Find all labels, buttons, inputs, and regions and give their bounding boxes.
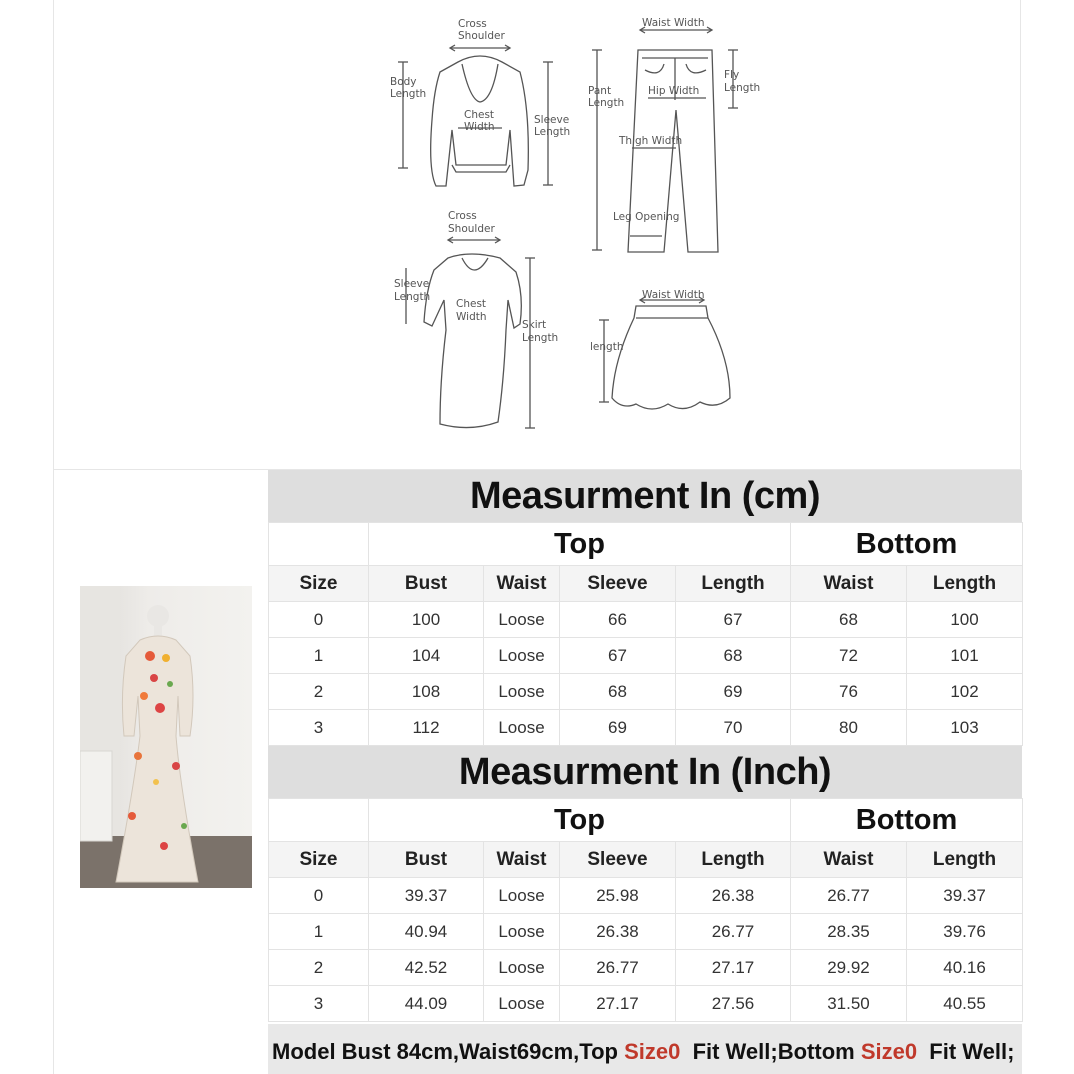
label-dress-sleeve-2: Length	[394, 291, 431, 303]
table-cell: 28.35	[791, 914, 907, 950]
table-cell: Loose	[484, 878, 560, 914]
label-dress-chest-1: Chest	[456, 298, 487, 310]
cm-table-title: Measurment In (cm)	[268, 470, 1022, 522]
table-header: Length	[676, 566, 791, 602]
inch-header-row	[269, 842, 1023, 878]
table-cell: 70	[676, 710, 791, 746]
table-header: Waist	[791, 566, 907, 602]
table-cell: 2	[269, 674, 369, 710]
label-dress-sleeve-1: Sleeve	[394, 278, 430, 290]
label-skirt-length: length	[590, 341, 624, 353]
table-cell: 68	[791, 602, 907, 638]
inch-group-row	[269, 799, 1023, 842]
table-cell: 40.16	[907, 950, 1023, 986]
dress-sketch	[406, 237, 535, 428]
table-cell: 80	[791, 710, 907, 746]
table-cell: 100	[369, 602, 484, 638]
inch-table-title: Measurment In (Inch)	[268, 746, 1022, 798]
label-dress-cross-shoulder-2: Shoulder	[448, 223, 495, 235]
table-header: Size	[269, 566, 369, 602]
label-top-sleeve-2: Length	[534, 126, 571, 138]
inch-group-bottom: Bottom	[791, 799, 1023, 842]
label-skirt-length-2: Length	[522, 332, 559, 344]
table-cell: Loose	[484, 986, 560, 1022]
table-cell: 112	[369, 710, 484, 746]
label-top-chest-2: Width	[464, 121, 495, 133]
table-row	[269, 674, 1023, 710]
table-cell: 100	[907, 602, 1023, 638]
table-row	[269, 710, 1023, 746]
table-header: Length	[907, 842, 1023, 878]
fit-note-size-top: Size0	[624, 1039, 681, 1064]
fit-note-text-2: Fit Well;Bottom	[680, 1039, 861, 1064]
cm-size-table	[268, 522, 1023, 746]
label-fly-length-1: Fly	[724, 69, 740, 81]
table-row	[269, 602, 1023, 638]
table-cell: 26.38	[560, 914, 676, 950]
table-cell: 26.77	[791, 878, 907, 914]
table-cell: 68	[676, 638, 791, 674]
label-body-length-2: Length	[390, 88, 427, 100]
table-header: Length	[676, 842, 791, 878]
inch-group-top: Top	[369, 799, 791, 842]
table-row	[269, 950, 1023, 986]
label-leg-opening: Leg Opening	[613, 211, 680, 223]
table-cell: 1	[269, 914, 369, 950]
table-header: Sleeve	[560, 566, 676, 602]
table-header: Waist	[484, 566, 560, 602]
table-header: Sleeve	[560, 842, 676, 878]
table-cell: 3	[269, 710, 369, 746]
table-cell: 27.17	[676, 950, 791, 986]
table-header: Length	[907, 566, 1023, 602]
cm-group-row	[269, 523, 1023, 566]
table-row	[269, 986, 1023, 1022]
table-cell: Loose	[484, 950, 560, 986]
table-cell: 27.56	[676, 986, 791, 1022]
table-cell: 103	[907, 710, 1023, 746]
label-skirt-waist-width: Waist Width	[642, 289, 705, 301]
table-cell: 2	[269, 950, 369, 986]
table-cell: 29.92	[791, 950, 907, 986]
label-dress-cross-shoulder-1: Cross	[448, 210, 477, 222]
cm-group-top: Top	[369, 523, 791, 566]
label-hip-width: Hip Width	[648, 85, 700, 97]
table-cell: 104	[369, 638, 484, 674]
table-cell: 39.37	[907, 878, 1023, 914]
label-pant-length-1: Pant	[588, 85, 612, 97]
table-cell: 27.17	[560, 986, 676, 1022]
fit-note-size-bottom: Size0	[860, 1039, 918, 1064]
table-header: Waist	[484, 842, 560, 878]
table-cell: 0	[269, 602, 369, 638]
table-cell: 72	[791, 638, 907, 674]
table-cell: 40.55	[907, 986, 1023, 1022]
label-thigh-width: Thigh Width	[619, 135, 683, 147]
table-cell: Loose	[484, 674, 560, 710]
table-cell: 76	[791, 674, 907, 710]
model-photo	[80, 586, 252, 888]
table-header: Waist	[791, 842, 907, 878]
size-tables	[268, 470, 1022, 1022]
table-cell: 69	[560, 710, 676, 746]
cm-group-bottom: Bottom	[791, 523, 1023, 566]
table-row	[269, 638, 1023, 674]
table-cell: 1	[269, 638, 369, 674]
label-top-chest-1: Chest	[464, 109, 495, 121]
label-fly-length-2: Length	[724, 82, 761, 94]
table-cell: 26.38	[676, 878, 791, 914]
table-row	[269, 914, 1023, 950]
model-fit-note	[268, 1024, 1022, 1074]
table-cell: 101	[907, 638, 1023, 674]
table-cell: 39.76	[907, 914, 1023, 950]
label-body-length-1: Body	[390, 76, 417, 88]
table-cell: 108	[369, 674, 484, 710]
cm-header-row	[269, 566, 1023, 602]
table-cell: Loose	[484, 710, 560, 746]
table-cell: 31.50	[791, 986, 907, 1022]
table-cell: 40.94	[369, 914, 484, 950]
label-dress-chest-2: Width	[456, 311, 487, 323]
table-cell: 3	[269, 986, 369, 1022]
table-cell: Loose	[484, 638, 560, 674]
table-cell: 26.77	[676, 914, 791, 950]
table-cell: 0	[269, 878, 369, 914]
label-top-cross-shoulder-1: Cross	[458, 18, 487, 30]
table-cell: 44.09	[369, 986, 484, 1022]
label-top-sleeve-1: Sleeve	[534, 114, 570, 126]
measurement-diagram	[0, 0, 1074, 470]
table-cell: 39.37	[369, 878, 484, 914]
table-header: Bust	[369, 566, 484, 602]
inch-group-blank	[269, 799, 369, 842]
table-cell: Loose	[484, 602, 560, 638]
label-top-cross-shoulder-2: Shoulder	[458, 30, 505, 42]
label-skirt-length-1: Skirt	[522, 319, 547, 331]
table-cell: 26.77	[560, 950, 676, 986]
cm-group-blank	[269, 523, 369, 566]
table-header: Size	[269, 842, 369, 878]
table-row	[269, 878, 1023, 914]
table-cell: 67	[676, 602, 791, 638]
table-cell: 68	[560, 674, 676, 710]
fit-note-text-3: Fit Well;	[917, 1039, 1015, 1064]
table-header: Bust	[369, 842, 484, 878]
table-cell: 102	[907, 674, 1023, 710]
table-cell: 42.52	[369, 950, 484, 986]
label-pant-length-2: Length	[588, 97, 625, 109]
table-cell: Loose	[484, 914, 560, 950]
fit-note-text-1: Model Bust 84cm,Waist69cm,Top	[272, 1039, 625, 1064]
skirt-sketch	[599, 297, 730, 409]
label-pants-waist-width: Waist Width	[642, 17, 705, 29]
table-cell: 25.98	[560, 878, 676, 914]
table-cell: 69	[676, 674, 791, 710]
table-cell: 66	[560, 602, 676, 638]
inch-size-table	[268, 798, 1023, 1022]
table-cell: 67	[560, 638, 676, 674]
